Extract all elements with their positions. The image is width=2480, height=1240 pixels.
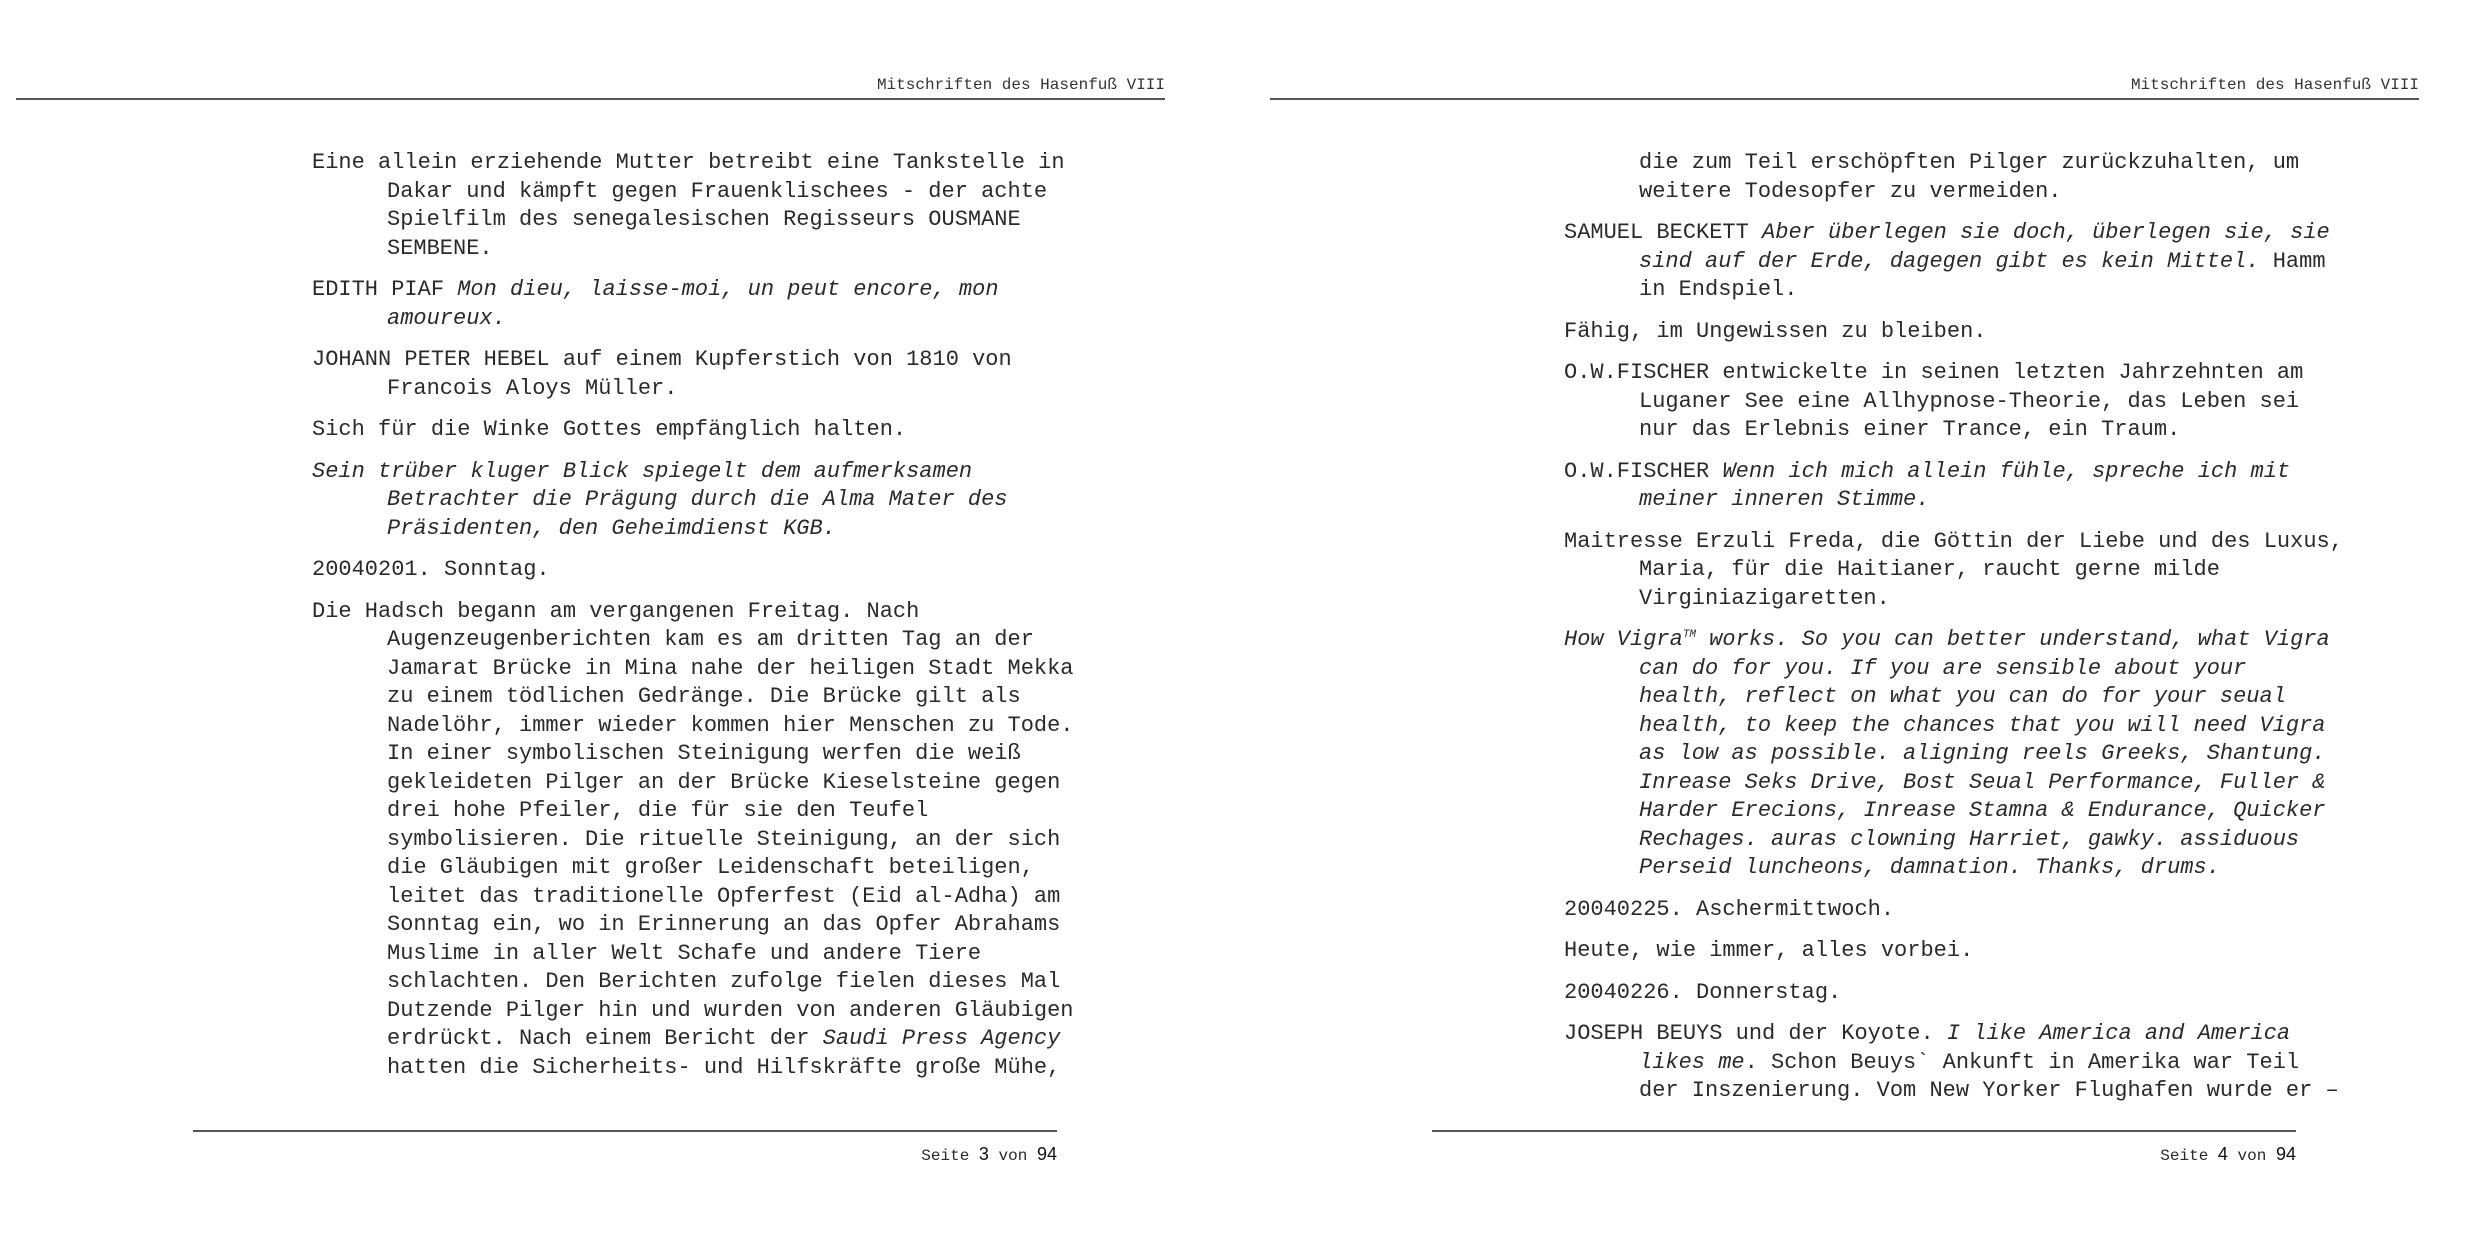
paragraph-fischer-quote	[1564, 458, 2344, 515]
footer-label: Seite	[921, 1147, 970, 1165]
text-run: How Vigra	[1564, 627, 1683, 652]
person-name: EDITH PIAF	[312, 277, 445, 302]
running-head: Mitschriften des Hasenfuß VIII	[876, 76, 1165, 94]
running-head: Mitschriften des Hasenfuß VIII	[2130, 76, 2419, 94]
text-run: hatten die Sicherheits- und Hilfskräfte große Mühe,	[387, 1054, 1061, 1080]
page-right	[1254, 0, 2480, 1240]
person-name: SAMUEL BECKETT	[1564, 220, 1749, 245]
paragraph-ousmane-sembene: Eine allein erziehende Mutter betreibt eine Tankstelle in Dakar und kämpft gegen Frauenklischees - der achte Spielfilm des senegalesischen Regisseurs OUSMANE SEMBENE.	[312, 150, 1065, 261]
source-title: Saudi Press Agency	[822, 1026, 1061, 1051]
header-rule	[16, 98, 1165, 100]
quote: Mon dieu, laisse-moi, un peut encore, mon amoureux.	[387, 277, 999, 331]
text-run: works. So you can better understand, what Vigra can do for you. If you are sensible about your health, reflect on what you can do for your seual health, to keep the chances that you will need Vigra as low as possible. aligning reels Greeks, Shantung. Inrease Seks Drive, Bost Seual Performance, Fuller & Harder Erecions, Inrease Stamna & Endurance, Quicker Rechages. auras clowning Harriet, gawky. assiduous Perseid luncheons, damnation. Thanks, drums.	[1639, 627, 2330, 880]
page-number: 3	[978, 1144, 989, 1164]
page-number: 4	[2217, 1144, 2228, 1164]
quote: Wenn ich mich allein fühle, spreche ich mit meiner inneren Stimme.	[1639, 458, 2291, 512]
paragraph-winke-gottes: Sich für die Winke Gottes empfänglich halten.	[312, 417, 907, 442]
paragraph-edith-piaf	[312, 276, 1082, 333]
footer-rule	[193, 1130, 1057, 1132]
date-entry: 20040201. Sonntag.	[312, 557, 550, 582]
footer-label: von	[998, 1147, 1028, 1165]
person-name: O.W.FISCHER	[1564, 458, 1710, 484]
paragraph-vigra	[1564, 626, 2344, 883]
page-total: 94	[2275, 1144, 2296, 1164]
footer-label: von	[2237, 1147, 2267, 1165]
paragraph-beckett	[1564, 219, 2344, 305]
paragraph-fischer-theory: O.W.FISCHER entwickelte in seinen letzten Jahrzehnten am Luganer See eine Allhypnose-Theorie, das Leben sei nur das Erlebnis einer Trance, ein Traum.	[1564, 360, 2304, 442]
person-name: JOSEPH BEUYS und der Koyote.	[1564, 1021, 1934, 1046]
text-run: Die Hadsch begann am vergangenen Freitag. Nach Augenzeugenberichten kam es am dritten Tag an der Jamarat Brücke in Mina nahe der heiligen Stadt Mekka zu einem tödlichen Gedränge. Die Brücke gilt als Nadelöhr, immer wieder kommen hier Menschen zu Tode. In einer symbolischen Steinigung werfen die weiß gekleideten Pilger an der Brücke Kieselsteine gegen drei hohe Pfeiler, die für sie den Teufel symbolisieren. Die rituelle Steinigung, an der sich die Gläubigen mit großer Leidenschaft beteiligen, leitet das traditionelle Opferfest (Eid al-Adha) am Sonntag ein, wo in Erinnerung an das Opfer Abrahams Muslime in aller Welt Schafe und andere Tiere schlachten. Den Berichten zufolge fielen dieses Mal Dutzende Pilger hin und wurden von anderen Gläubigen erdrückt. Nach einem Bericht der	[312, 598, 1074, 1051]
paragraph-erzuli-freda: Maitresse Erzuli Freda, die Göttin der Liebe und des Luxus, Maria, für die Haitianer, raucht gerne milde Virginiazigaretten.	[1564, 528, 2343, 611]
paragraph-vorbei: Heute, wie immer, alles vorbei.	[1564, 938, 1974, 963]
paragraph-hadsch	[312, 598, 1082, 1083]
quote-source: Hamm in Endspiel.	[1639, 248, 2326, 302]
page-footer	[2032, 1144, 2296, 1165]
paragraph-kgb: Sein trüber kluger Blick spiegelt dem aufmerksamen Betrachter die Prägung durch die Alma Mater des Präsidenten, den Geheimdienst KGB.	[312, 458, 1008, 541]
footer-label: Seite	[2160, 1147, 2209, 1165]
page-total: 94	[1036, 1144, 1057, 1164]
header-rule	[1270, 98, 2419, 100]
page-body	[1564, 149, 2344, 1119]
quote: I like America and America likes me	[1639, 1021, 2291, 1075]
quote: Aber überlegen sie doch, überlegen sie, sie sind auf der Erde, dagegen gibt es kein Mittel.	[1639, 220, 2330, 274]
date-entry: 20040226. Donnerstag.	[1564, 979, 1842, 1005]
paragraph-continuation: die zum Teil erschöpften Pilger zurückzuhalten, um weitere Todesopfer zu vermeiden.	[1639, 150, 2300, 204]
date-entry: 20040225. Aschermittwoch.	[1564, 896, 1895, 922]
trademark-mark: TM	[1682, 629, 1697, 641]
page-body	[312, 149, 1082, 1095]
paragraph-hebel: JOHANN PETER HEBEL auf einem Kupferstich von 1810 von Francois Aloys Müller.	[312, 347, 1012, 401]
text-run: . Schon Beuys` Ankunft in Amerika war Teil der Inszenierung. Vom New Yorker Flughafen wurde er –	[1639, 1049, 2339, 1103]
page-footer	[793, 1144, 1057, 1165]
paragraph-beuys	[1564, 1020, 2344, 1106]
paragraph-ungewissen: Fähig, im Ungewissen zu bleiben.	[1564, 318, 1987, 344]
footer-rule	[1432, 1130, 2296, 1132]
